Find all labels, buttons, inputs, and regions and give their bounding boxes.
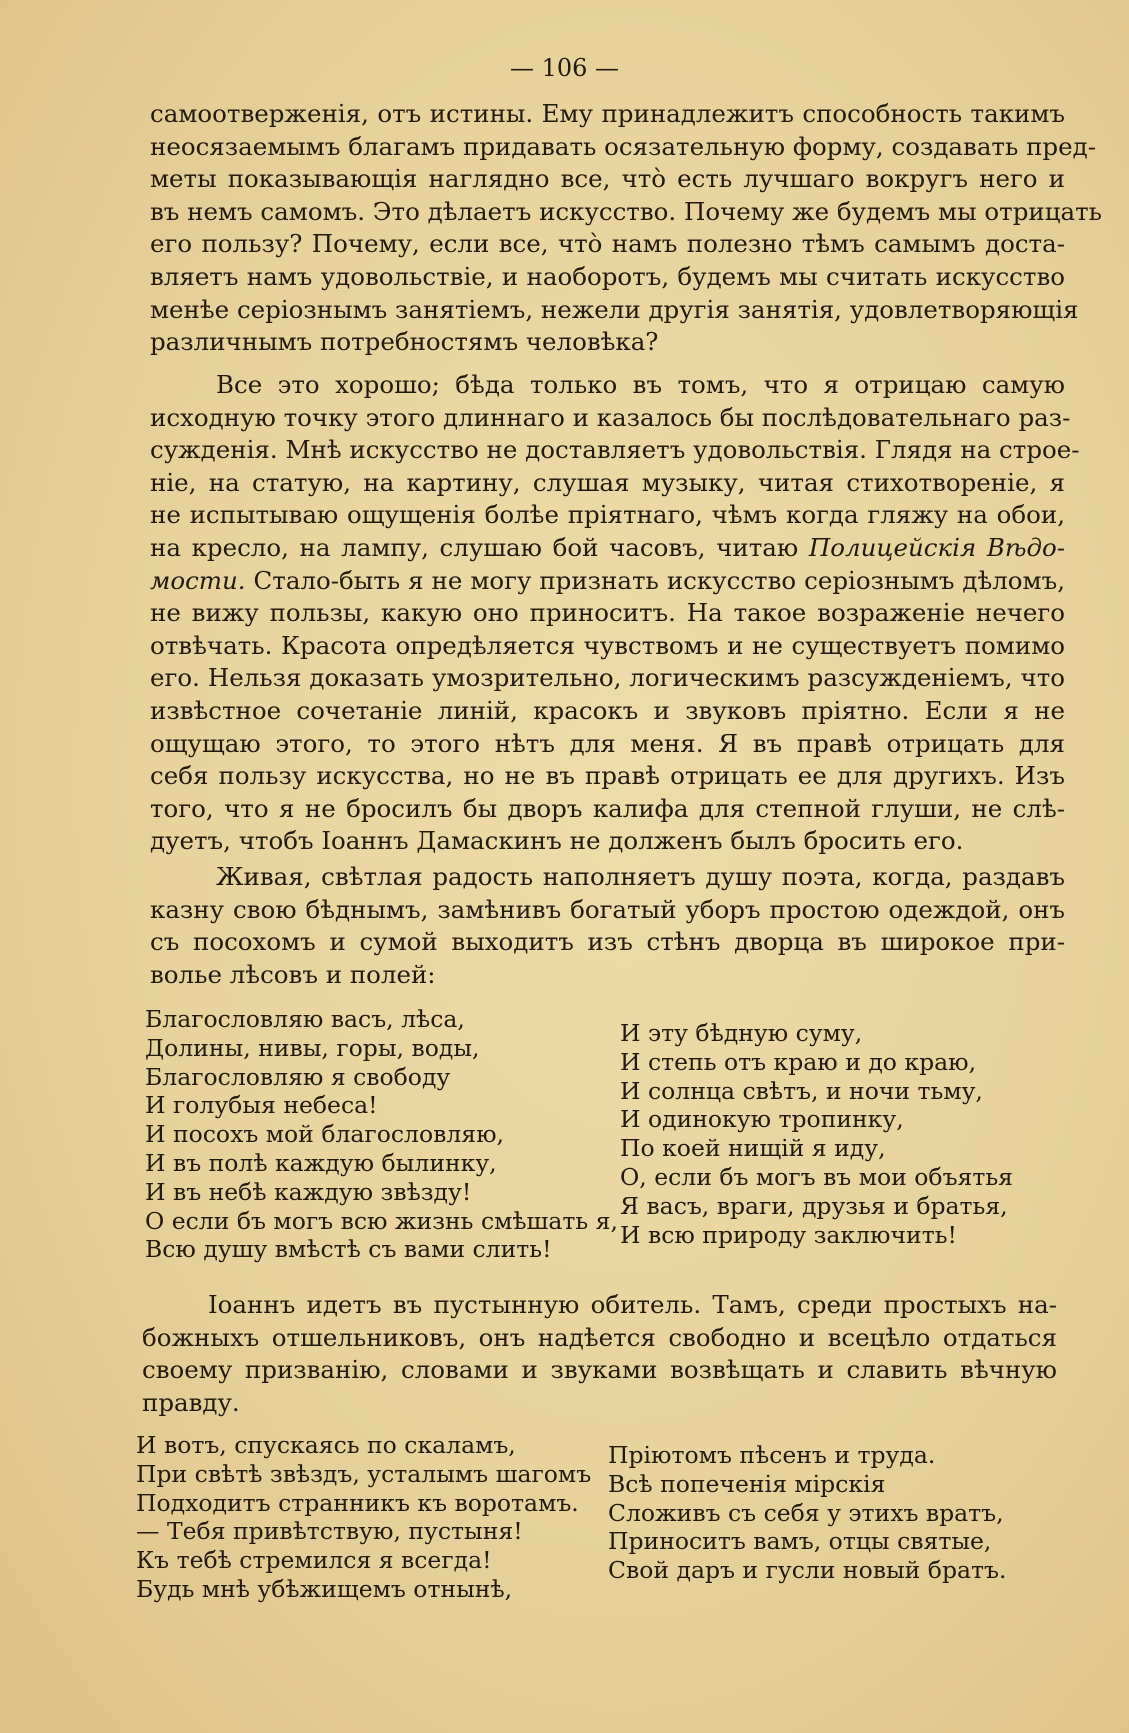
text-line: въ немъ самомъ. Это дѣлаетъ искусство. Почему же будемъ мы отрицать <box>150 196 1102 226</box>
verse-line: Подходитъ странникъ къ воротамъ. <box>136 1488 579 1517</box>
text-line: неосязаемымъ благамъ придавать осязательную форму, создавать пред- <box>150 131 1096 161</box>
verse-line: И вотъ, спускаясь по скаламъ, <box>136 1431 516 1459</box>
newspaper-title: Полицейскія Вѣдо- <box>808 532 1065 562</box>
text-line: Іоаннъ идетъ въ пустынную обитель. Тамъ, среди простыхъ на- <box>208 1290 1057 1319</box>
text-line: самоотверженія, отъ истины. Ему принадлежитъ способность такимъ <box>150 99 1065 128</box>
verse-line: По коей нищій я иду, <box>620 1134 886 1163</box>
text-fragment: на кресло, на лампу, слушаю бой часовъ, читаю <box>150 532 799 562</box>
text-line: его пользу? Почему, если все, чтò намъ полезно тѣмъ самымъ доста- <box>150 229 1065 259</box>
text-line: божныхъ отшельниковъ, онъ надѣется свободно и всецѣло отдаться <box>142 1322 1057 1352</box>
verse-line: И одинокую тропинку, <box>620 1105 904 1134</box>
text-line: его. Нельзя доказать умозрительно, логическимъ разсужденіемъ, что <box>150 663 1065 693</box>
verse-line: Сложивъ съ себя у этихъ вратъ, <box>608 1498 1004 1527</box>
verse-line: И всю природу заключить! <box>620 1220 957 1249</box>
text-line: правду. <box>142 1387 240 1417</box>
verse-line: Пріютомъ пѣсенъ и труда. <box>608 1441 936 1469</box>
text-line: исходную точку этого длиннаго и казалось бы послѣдовательнаго раз- <box>150 402 1071 432</box>
text-line <box>150 532 1065 565</box>
text-line: извѣстное сочетаніе линій, красокъ и звуковъ пріятно. Если я не <box>150 695 1065 725</box>
poem-1-left-column <box>145 1005 618 1264</box>
paragraph-4 <box>142 1289 1057 1419</box>
text-line: волье лѣсовъ и полей: <box>150 959 436 989</box>
verse-line: Всѣ попеченія мірскія <box>608 1469 886 1498</box>
text-line: отвѣчать. Красота опредѣляется чувствомъ и не существуетъ помимо <box>150 630 1065 660</box>
verse-line: При свѣтѣ звѣздъ, усталымъ шагомъ <box>136 1459 592 1488</box>
poem-1-right-column <box>620 1019 1013 1249</box>
text-line: своему призванію, словами и звуками возвѣщать и славить вѣчную <box>142 1355 1057 1385</box>
verse-line: И посохъ мой благословляю, <box>145 1120 505 1149</box>
verse-line: О, если бъ могъ въ мои объятья <box>620 1162 1013 1191</box>
verse-line: Долины, нивы, горы, воды, <box>145 1033 480 1062</box>
text-line: вляетъ намъ удовольствіе, и наоборотъ, будемъ мы считать искусство <box>150 261 1065 291</box>
text-line: ніе, на статую, на картину, слушая музыку, читая стихотвореніе, я <box>150 467 1065 497</box>
paragraph-3 <box>150 861 1065 991</box>
verse-line: И степь отъ краю и до краю, <box>620 1047 977 1076</box>
text-line: ощущаю этого, то этого нѣтъ для меня. Я въ правѣ отрицать для <box>150 728 1065 758</box>
verse-line: — Тебя привѣтствую, пустыня! <box>136 1517 523 1546</box>
verse-line: Къ тебѣ стремился я всегда! <box>136 1546 492 1575</box>
verse-line: Будь мнѣ убѣжищемъ отнынѣ, <box>136 1574 513 1603</box>
text-line: дуетъ, чтобъ Іоаннъ Дамаскинъ не долженъ былъ бросить его. <box>150 826 964 856</box>
text-line: не вижу пользы, какую оно приноситъ. На такое возраженіе нечего <box>150 598 1065 628</box>
verse-line: И въ небѣ каждую звѣзду! <box>145 1177 472 1206</box>
verse-line: О если бъ могъ всю жизнь смѣшать я, <box>145 1206 618 1235</box>
verse-line: И эту бѣдную суму, <box>620 1019 863 1047</box>
text-line: сужденія. Мнѣ искусство не доставляетъ удовольствія. Глядя на строе- <box>150 435 1080 465</box>
text-line: различнымъ потребностямъ человѣка? <box>150 327 659 357</box>
verse-line: И въ полѣ каждую былинку, <box>145 1148 497 1177</box>
text-line: Живая, свѣтлая радость наполняетъ душу поэта, когда, раздавъ <box>216 862 1065 891</box>
text-line <box>150 565 1065 598</box>
text-line: не испытываю ощущенія болѣе пріятнаго, чѣмъ когда гляжу на обои, <box>150 500 1065 530</box>
paragraph-1 <box>150 98 1102 359</box>
text-line: менѣе серіознымъ занятіемъ, нежели другія занятія, удовлетворяющія <box>150 294 1079 324</box>
text-line: Все это хорошо; бѣда только въ томъ, что я отрицаю самую <box>216 370 1065 399</box>
verse-line: Всю душу вмѣстѣ съ вами слить! <box>145 1235 552 1264</box>
text-fragment: Стало-быть я не могу признать искусство серіознымъ дѣломъ, <box>253 565 1065 595</box>
verse-line: И солнца свѣтъ, и ночи тьму, <box>620 1076 983 1105</box>
text-line: съ посохомъ и сумой выходитъ изъ стѣнъ дворца въ широкое при- <box>150 927 1065 957</box>
text-line: себя пользу искусства, но не въ правѣ отрицать ее для другихъ. Изъ <box>150 761 1065 791</box>
poem-2-left-column <box>136 1431 591 1604</box>
paragraph-2 <box>150 369 1080 858</box>
verse-line: Благословляю васъ, лѣса, <box>145 1005 465 1033</box>
verse-line: Приноситъ вамъ, отцы святые, <box>608 1527 992 1556</box>
verse-line: И голубыя небеса! <box>145 1091 378 1120</box>
text-line: казну свою бѣднымъ, замѣнивъ богатый уборъ простою одеждой, онъ <box>150 894 1065 924</box>
page-number: — 106 — <box>509 54 620 82</box>
verse-line: Я васъ, враги, друзья и братья, <box>620 1191 1008 1220</box>
newspaper-title: мости. <box>150 565 246 595</box>
verse-line: Свой даръ и гусли новый братъ. <box>608 1556 1007 1585</box>
poem-2-right-column <box>608 1441 1006 1585</box>
verse-line: Благословляю я свободу <box>145 1062 451 1091</box>
text-line: меты показывающія наглядно все, чтò есть лучшаго вокругъ него и <box>150 164 1065 194</box>
text-line: того, что я не бросилъ бы дворъ калифа для степной глуши, не слѣ- <box>150 793 1065 823</box>
